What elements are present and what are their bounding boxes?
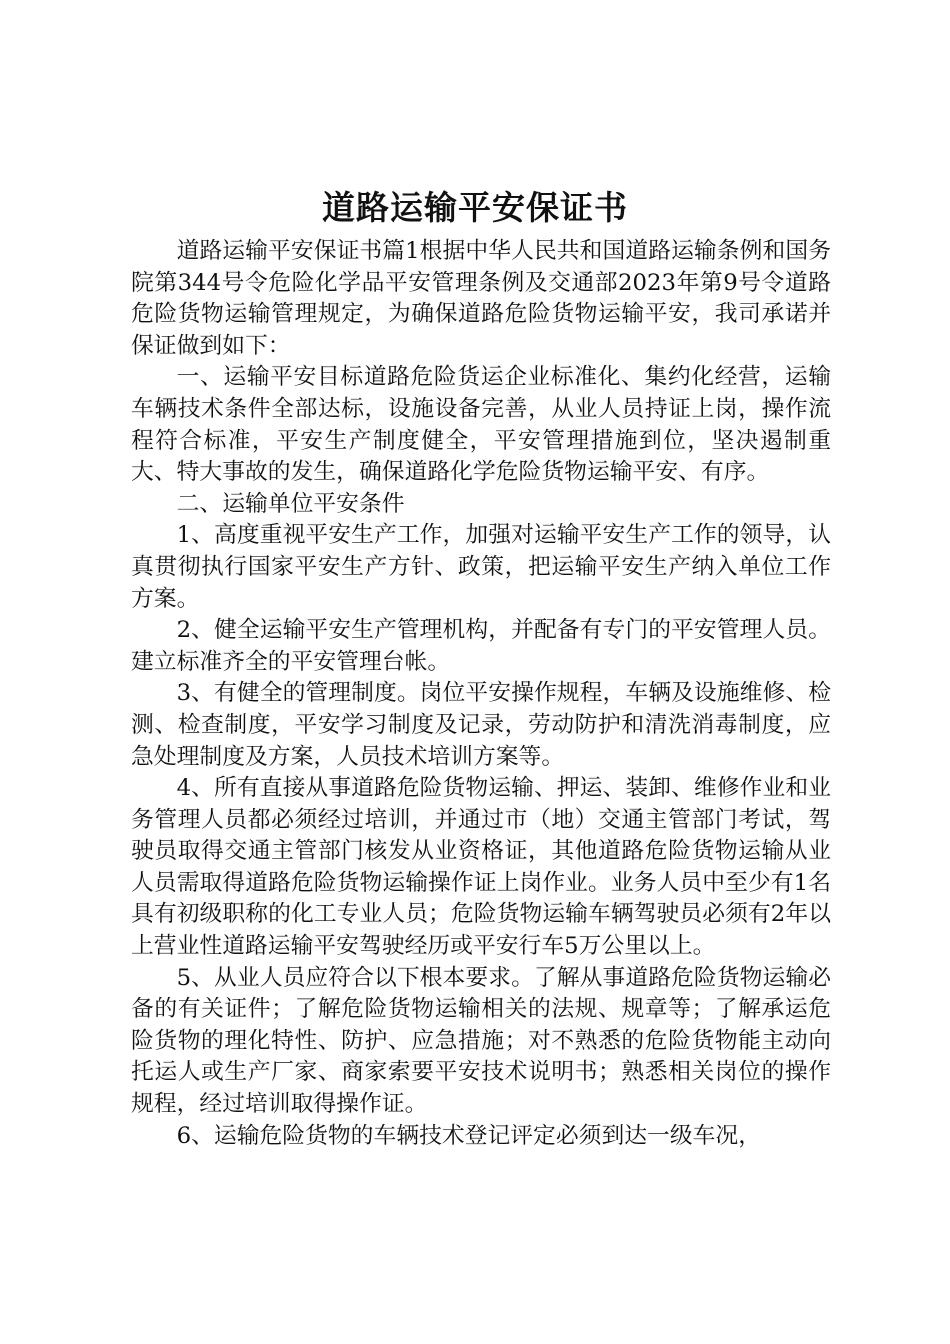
paragraph-item-3: 3、有健全的管理制度。岗位平安操作规程，车辆及设施维修、检测、检查制度，平安学习制度及记录，劳动防护和清洗消毒制度，应急处理制度及方案，人员技术培训方案等。 bbox=[131, 680, 831, 770]
paragraph-intro: 道路运输平安保证书篇1根据中华人民共和国道路运输条例和国务院第344号令危险化学品平安管理条例及交通部2023年第9号令道路危险货物运输管理规定，为确保道路危险货物运输平安，我司承诺并保证做到如下： bbox=[131, 238, 831, 359]
paragraph-item-4: 4、所有直接从事道路危险货物运输、押运、装卸、维修作业和业务管理人员都必须经过培训，并通过市（地）交通主管部门考试，驾驶员取得交通主管部门核发从业资格证，其他道路危险货物运输从业人员需取得道路危险货物运输操作证上岗作业。业务人员中至少有1名具有初级职称的化工专业人员；危险货物运输车辆驾驶员必须有2年以上营业性道路运输平安驾驶经历或平安行车5万公里以上。 bbox=[131, 775, 831, 960]
paragraph-item-6: 6、运输危险货物的车辆技术登记评定必须到达一级车况， bbox=[176, 1122, 762, 1149]
document-body bbox=[131, 236, 831, 1152]
paragraph-item-5: 5、从业人员应符合以下根本要求。了解从事道路危险货物运输必备的有关证件；了解危险货物运输相关的法规、规章等；了解承运危险货物的理化特性、防护、应急措施；对不熟悉的危险货物能主动向托运人或生产厂家、商家索要平安技术说明书；熟悉相关岗位的操作规程，经过培训取得操作证。 bbox=[131, 964, 831, 1118]
paragraph-item-1: 1、高度重视平安生产工作，加强对运输平安生产工作的领导，认真贯彻执行国家平安生产方针、政策，把运输平安生产纳入单位工作方案。 bbox=[131, 522, 831, 612]
paragraph-item-2: 2、健全运输平安生产管理机构，并配备有专门的平安管理人员。建立标准齐全的平安管理台帐。 bbox=[131, 617, 831, 675]
paragraph-section-1: 一、运输平安目标道路危险货运企业标准化、集约化经营，运输车辆技术条件全部达标，设施设备完善，从业人员持证上岗，操作流程符合标准，平安生产制度健全，平安管理措施到位，坚决遏制重大、特大事故的发生，确保道路化学危险货物运输平安、有序。 bbox=[131, 364, 831, 486]
document-title: 道路运输平安保证书 bbox=[322, 188, 628, 227]
paragraph-section-2-heading: 二、运输单位平安条件 bbox=[176, 490, 405, 517]
